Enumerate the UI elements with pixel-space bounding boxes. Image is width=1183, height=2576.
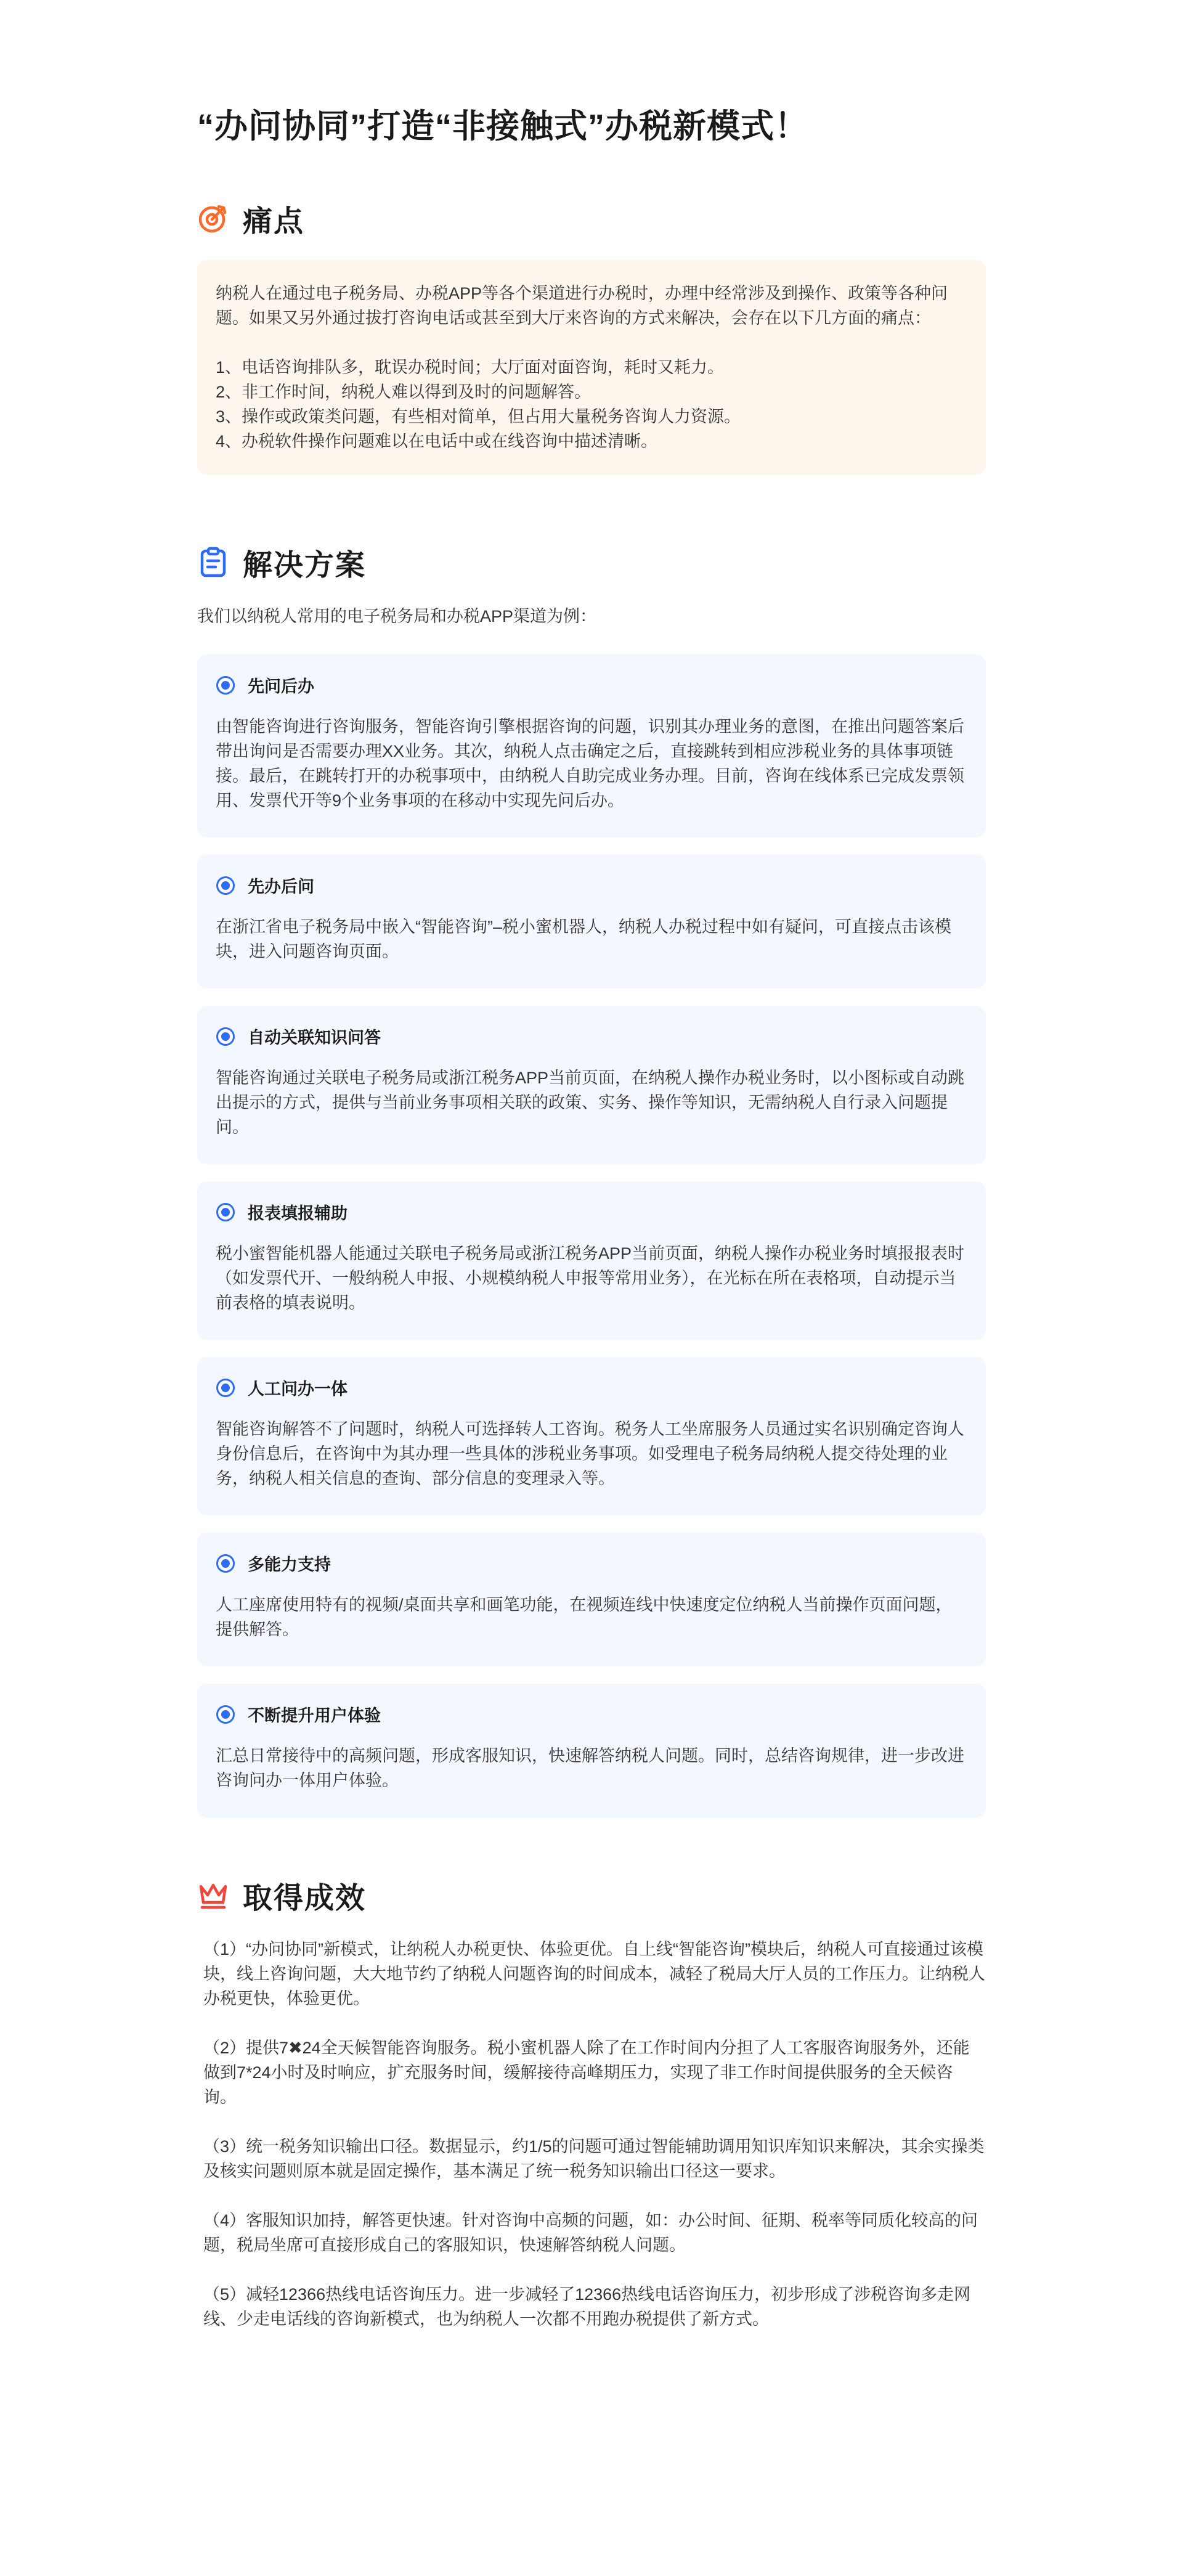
- solution-card: [197, 1006, 986, 1164]
- radio-dot-icon: [216, 1705, 235, 1724]
- pain-item-2: 2、非工作时间，纳税人难以得到及时的问题解答。: [216, 383, 592, 402]
- card-title: 人工问办一体: [248, 1380, 348, 1399]
- radio-dot-icon: [216, 1554, 235, 1573]
- pain-section-heading: [197, 200, 986, 237]
- pain-item-3: 3、操作或政策类问题，有些相对简单，但占用大量税务咨询人力资源。: [216, 407, 741, 426]
- solution-section-heading: [197, 544, 986, 581]
- result-paragraph-1: （1）“办问协同”新模式，让纳税人办税更快、体验更优。自上线“智能咨询”模块后，纳税人可直接通过该模块，线上咨询问题，大大地节约了纳税人问题咨询的时间成本，减轻了税局大厅人员的工作压力。让纳税人办税更快，体验更优。: [203, 1940, 985, 2008]
- solution-card-list: [197, 654, 986, 1817]
- result-paragraph-3: （3）统一税务知识输出口径。数据显示，约1/5的问题可通过智能辅助调用知识库知识来解决，其余实操类及核实问题则原本就是固定操作，基本满足了统一税务知识输出口径这一要求。: [203, 2137, 985, 2181]
- target-icon: [197, 202, 229, 234]
- card-head: [216, 1376, 967, 1400]
- card-title: 报表填报辅助: [248, 1204, 348, 1223]
- card-head: [216, 1024, 967, 1048]
- card-title: 先问后办: [248, 677, 314, 696]
- radio-dot-icon: [216, 675, 235, 695]
- solution-intro: 我们以纳税人常用的电子税务局和办税APP渠道为例：: [197, 607, 597, 626]
- pain-heading: 痛点: [243, 205, 305, 238]
- card-body: 税小蜜智能机器人能通过关联电子税务局或浙江税务APP当前页面，纳税人操作办税业务时填报报表时（如发票代开、一般纳税人申报、小规模纳税人申报等常用业务），在光标在所在表格项，自动提示当前表格的填表说明。: [216, 1244, 965, 1313]
- result-paragraph-2: （2）提供7✖24全天候智能咨询服务。税小蜜机器人除了在工作时间内分担了人工客服咨询服务外，还能做到7*24小时及时响应，扩充服务时间，缓解接待高峰期压力，实现了非工作时间提供服务的全天候咨询。: [203, 2039, 970, 2107]
- result-paragraph-4: （4）客服知识加持，解答更快速。针对咨询中高频的问题，如：办公时间、征期、税率等同质化较高的问题，税局坐席可直接形成自己的客服知识，快速解答纳税人问题。: [203, 2211, 978, 2255]
- solution-card: [197, 1533, 986, 1666]
- solution-card: [197, 1357, 986, 1515]
- pain-item-1: 1、电话咨询排队多，耽误办税时间；大厅面对面咨询，耗时又耗力。: [216, 358, 725, 377]
- pain-item-4: 4、办税软件操作问题难以在电话中或在线咨询中描述清晰。: [216, 432, 658, 451]
- card-title: 先办后问: [248, 878, 314, 897]
- pain-box: [197, 260, 986, 475]
- radio-dot-icon: [216, 876, 235, 895]
- results-heading: 取得成效: [243, 1881, 367, 1915]
- solution-card: [197, 1684, 986, 1817]
- page-title: “办问协同”打造“非接触式”办税新模式！: [197, 108, 808, 145]
- card-title: 多能力支持: [248, 1555, 331, 1575]
- results-list: [197, 1937, 986, 2331]
- solution-card: [197, 855, 986, 988]
- radio-dot-icon: [216, 1027, 235, 1046]
- page: [197, 0, 986, 2331]
- solution-card: [197, 654, 986, 838]
- card-body: 在浙江省电子税务局中嵌入“智能咨询”–税小蜜机器人，纳税人办税过程中如有疑问，可直接点击该模块，进入问题咨询页面。: [216, 918, 951, 961]
- pain-intro: 纳税人在通过电子税务局、办税APP等各个渠道进行办税时，办理中经常涉及到操作、政策等各种问题。如果又另外通过拔打咨询电话或甚至到大厅来咨询的方式来解决，会存在以下几方面的痛点：: [216, 284, 948, 328]
- card-head: [216, 1702, 967, 1726]
- card-head: [216, 1551, 967, 1575]
- card-head: [216, 873, 967, 897]
- solution-card: [197, 1181, 986, 1340]
- card-body: 人工座席使用特有的视频/桌面共享和画笔功能，在视频连线中快速度定位纳税人当前操作页面问题，提供解答。: [216, 1596, 953, 1639]
- card-title: 不断提升用户体验: [248, 1706, 381, 1726]
- card-head: [216, 1200, 967, 1224]
- results-section-heading: [197, 1877, 986, 1914]
- card-body: 汇总日常接待中的高频问题，形成客服知识，快速解答纳税人问题。同时，总结咨询规律，进一步改进咨询问办一体用户体验。: [216, 1747, 964, 1790]
- radio-dot-icon: [216, 1202, 235, 1222]
- radio-dot-icon: [216, 1378, 235, 1398]
- card-body: 智能咨询通过关联电子税务局或浙江税务APP当前页面，在纳税人操作办税业务时，以小图标或自动跳出提示的方式，提供与当前业务事项相关联的政策、实务、操作等知识，无需纳税人自行录入问题提问。: [216, 1069, 965, 1137]
- crown-icon: [197, 1879, 229, 1911]
- clipboard-icon: [197, 546, 229, 578]
- result-paragraph-5: （5）减轻12366热线电话咨询压力。进一步减轻了12366热线电话咨询压力，初步形成了涉税咨询多走网线、少走电话线的咨询新模式，也为纳税人一次都不用跑办税提供了新方式。: [203, 2285, 971, 2329]
- card-body: 由智能咨询进行咨询服务，智能咨询引擎根据咨询的问题，识别其办理业务的意图，在推出问题答案后带出询问是否需要办理XX业务。其次，纳税人点击确定之后，直接跳转到相应涉税业务的具体事项链接。最后，在跳转打开的办税事项中，由纳税人自助完成业务办理。目前，咨询在线体系已完成发票领用、发票代开等9个业务事项的在移动中实现先问后办。: [216, 717, 964, 810]
- card-head: [216, 673, 967, 697]
- card-title: 自动关联知识问答: [248, 1029, 381, 1048]
- card-body: 智能咨询解答不了问题时，纳税人可选择转人工咨询。税务人工坐席服务人员通过实名识别确定咨询人身份信息后，在咨询中为其办理一些具体的涉税业务事项。如受理电子税务局纳税人提交待处理的业务，纳税人相关信息的查询、部分信息的变理录入等。: [216, 1420, 964, 1488]
- solution-heading: 解决方案: [243, 548, 367, 582]
